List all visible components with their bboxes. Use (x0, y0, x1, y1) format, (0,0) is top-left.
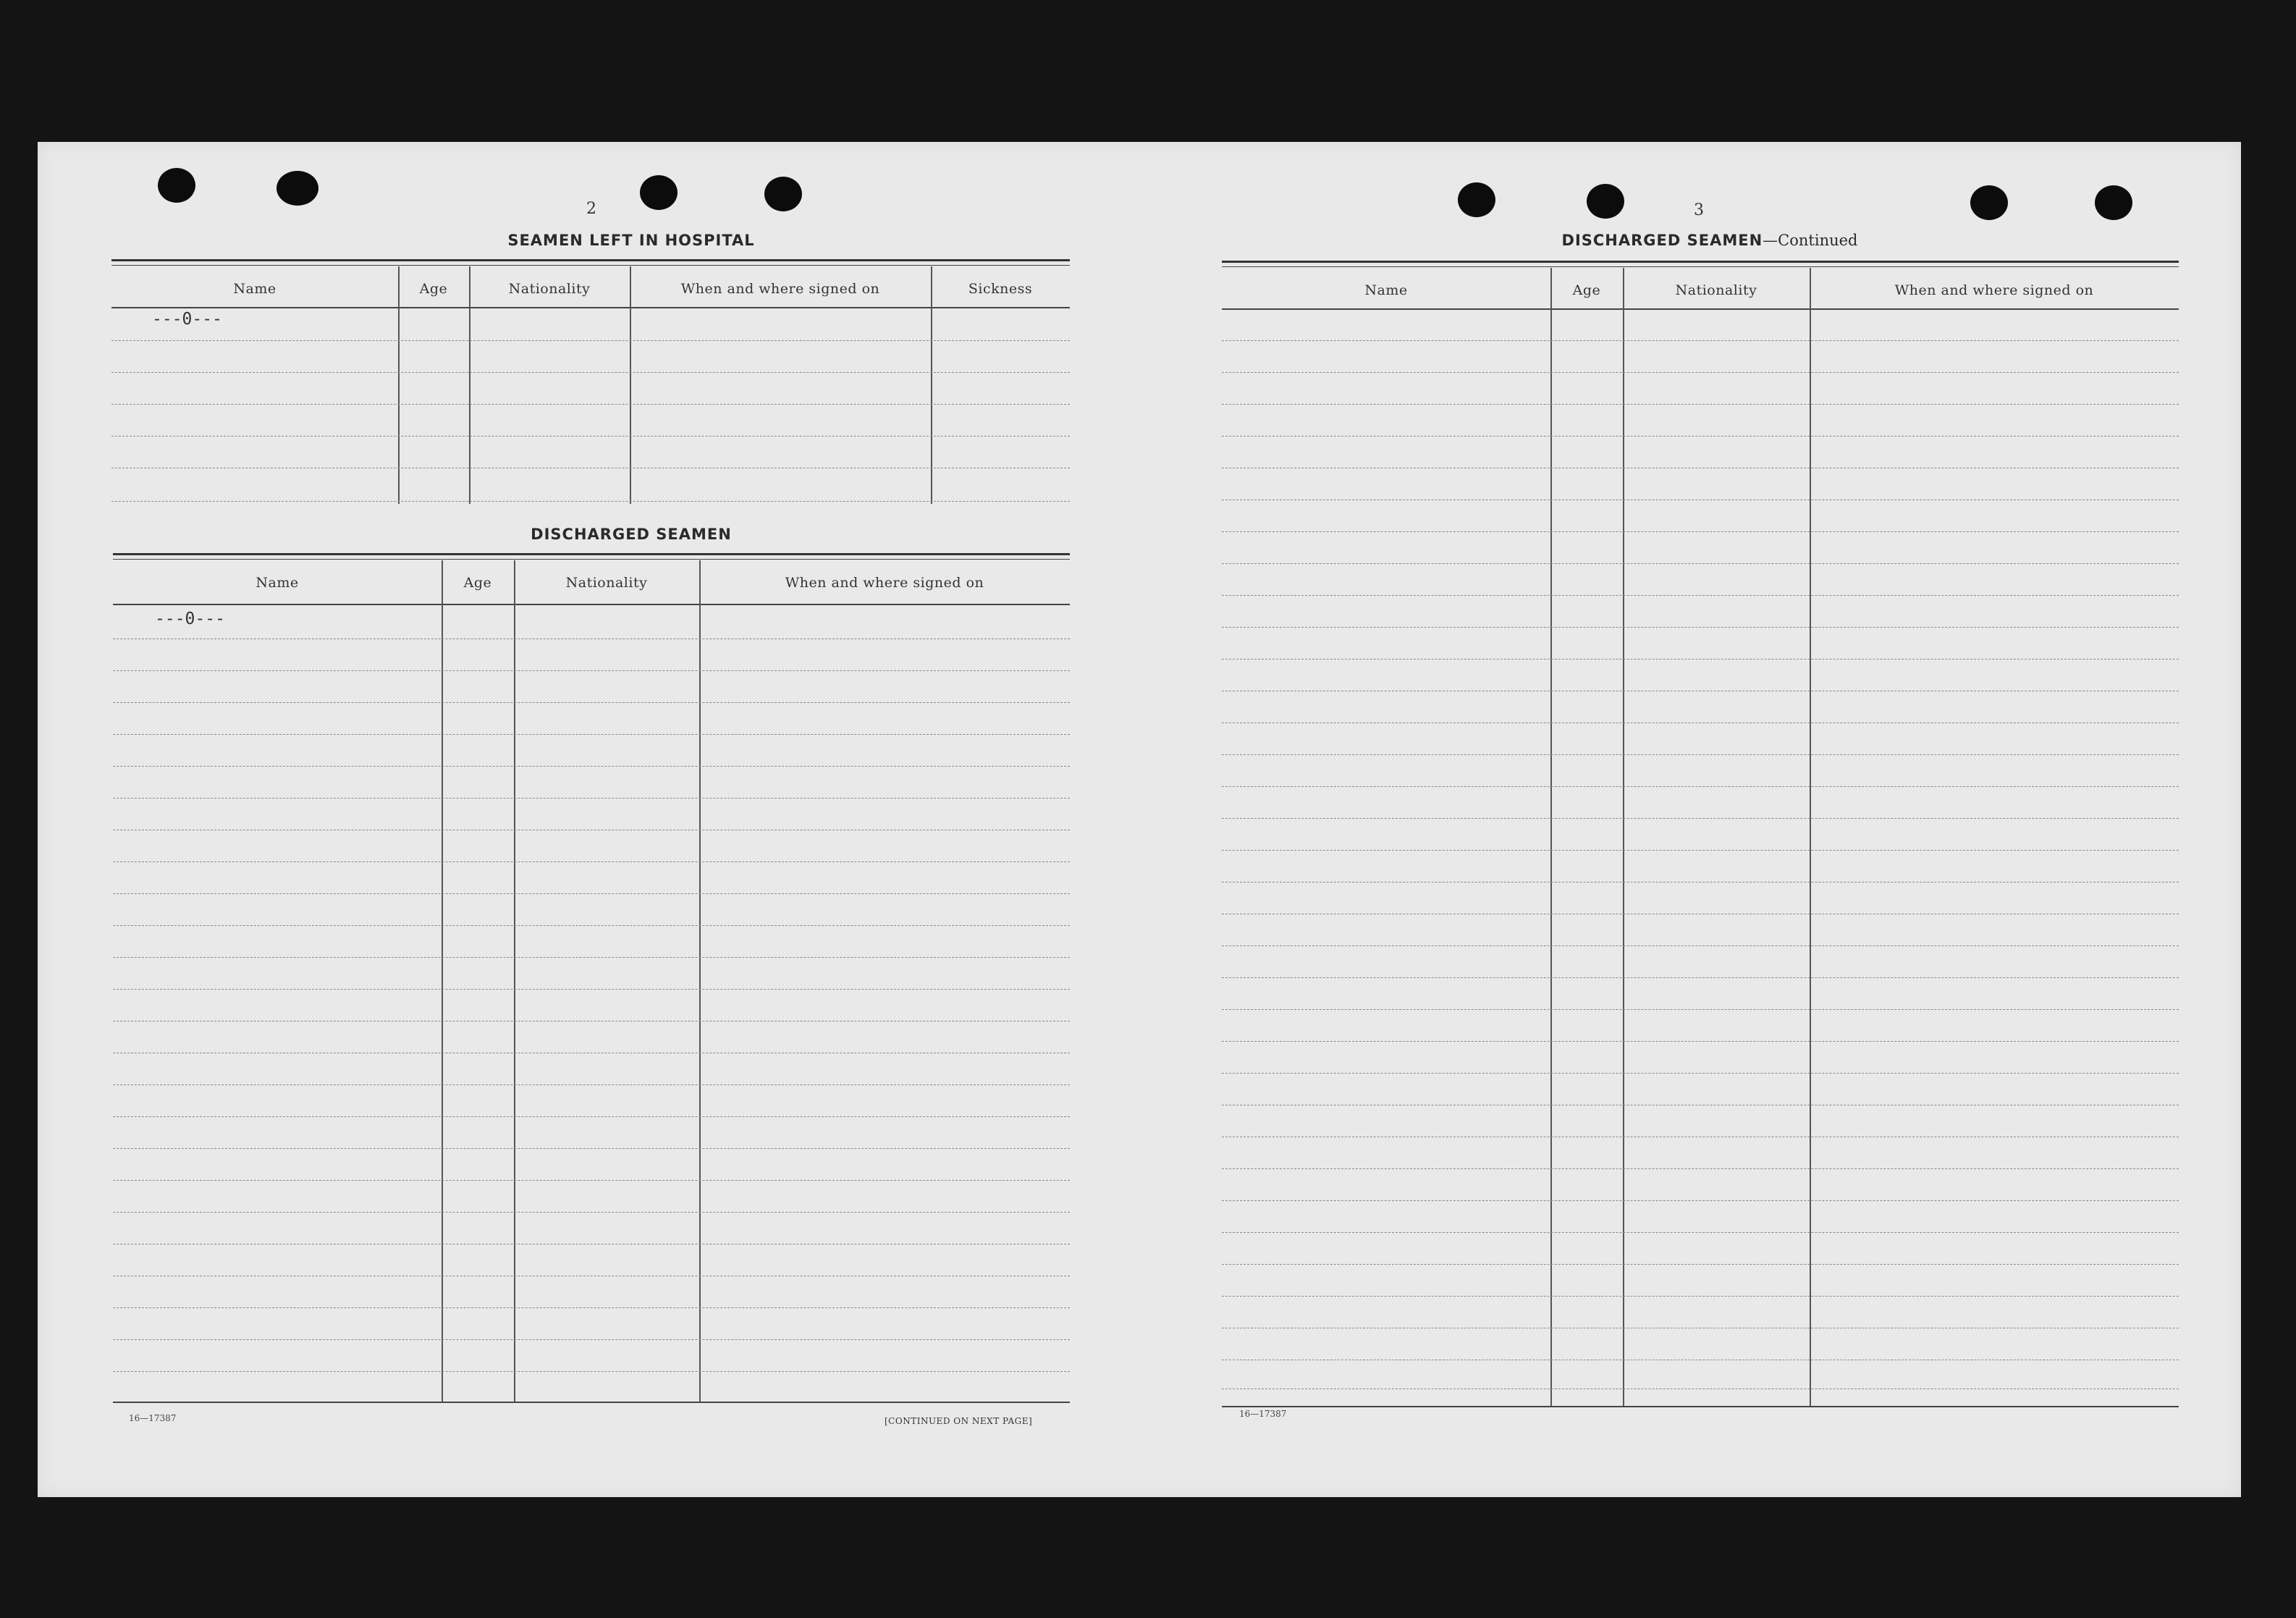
punch-hole-icon (640, 175, 678, 210)
punch-hole-icon (1970, 185, 2008, 220)
column-header-signed-on: When and where signed on (1894, 282, 2094, 298)
column-header-nationality: Nationality (1675, 282, 1757, 298)
column-header-nationality: Nationality (508, 281, 591, 297)
column-header-age: Age (419, 281, 448, 297)
punch-hole-icon (764, 177, 802, 211)
discharged-continued-title (1456, 232, 1963, 249)
hospital-section-title: SEAMEN LEFT IN HOSPITAL (507, 232, 755, 249)
column-header-name: Name (1364, 282, 1408, 298)
form-number-right: 16—17387 (1239, 1409, 1287, 1419)
discharged-table-right (1222, 261, 2179, 1412)
continued-note: [CONTINUED ON NEXT PAGE] (885, 1416, 1033, 1426)
hospital-first-entry: ---0--- (152, 310, 222, 329)
column-header-nationality: Nationality (565, 575, 648, 591)
punch-hole-icon (2095, 185, 2132, 220)
column-header-age: Age (1572, 282, 1601, 298)
punch-hole-icon (1587, 184, 1624, 219)
discharged-first-entry: ---0--- (155, 610, 225, 628)
column-header-name: Name (233, 281, 277, 297)
column-header-age: Age (463, 575, 492, 591)
hospital-table (111, 259, 1070, 505)
discharged-title-continued: —Continued (1763, 232, 1858, 249)
page-number-left: 2 (586, 200, 596, 218)
column-header-signed-on: When and where signed on (785, 575, 984, 591)
column-header-sickness: Sickness (968, 281, 1033, 297)
page-number-right: 3 (1694, 201, 1704, 219)
ledger-sheet (38, 142, 2241, 1497)
form-number-left: 16—17387 (129, 1413, 177, 1423)
punch-hole-icon (158, 168, 195, 203)
column-header-name: Name (256, 575, 299, 591)
punch-hole-icon (1458, 182, 1495, 217)
column-header-signed-on: When and where signed on (680, 281, 880, 297)
discharged-table-left (113, 553, 1070, 1407)
discharged-section-title: DISCHARGED SEAMEN (531, 526, 732, 543)
punch-hole-icon (277, 171, 318, 206)
discharged-title-main: DISCHARGED SEAMEN (1561, 232, 1763, 249)
